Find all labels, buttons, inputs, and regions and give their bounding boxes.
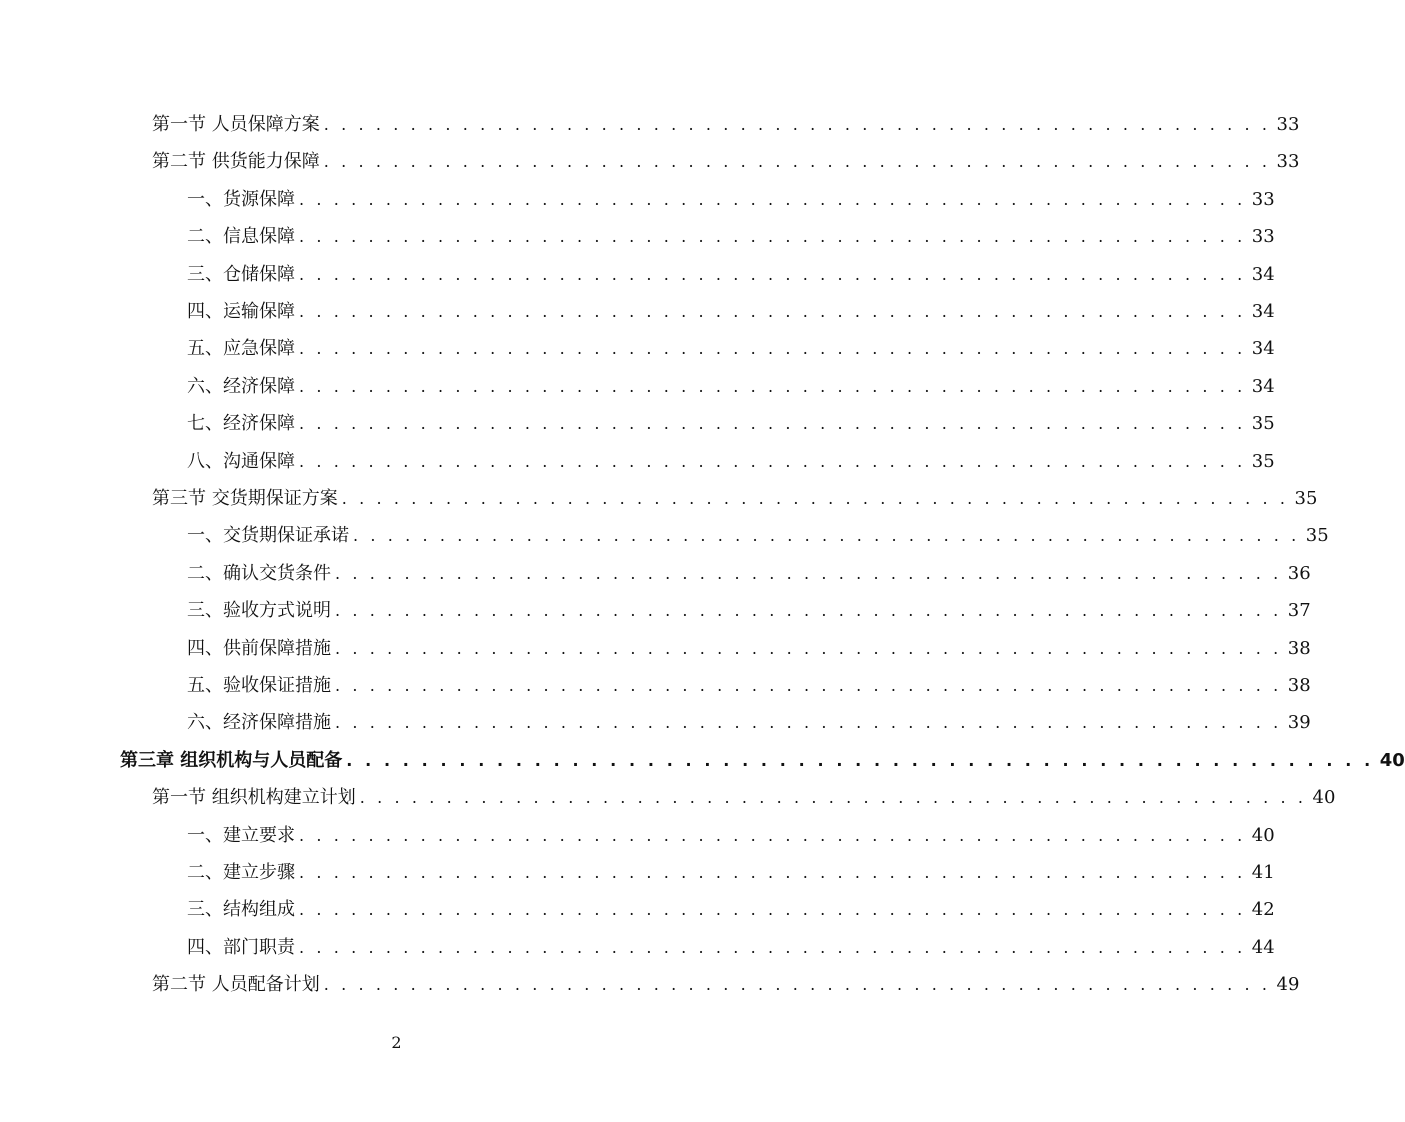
toc-entry-title: 第二节 供货能力保障: [152, 151, 320, 173]
toc-entry: [187, 293, 1275, 323]
toc-entry: [187, 368, 1275, 398]
toc-entry-title: 三、结构组成: [187, 899, 295, 921]
page-number: 2: [391, 1033, 402, 1052]
toc-entry-page: 38: [1287, 675, 1311, 696]
toc-entry-page: 34: [1251, 301, 1275, 322]
toc-entry-page: 40: [1312, 787, 1336, 809]
toc-entry-page: 33: [1276, 114, 1300, 135]
toc-entry: [152, 966, 1300, 996]
toc-entry-page: 34: [1251, 263, 1275, 285]
toc-entry-title: 四、运输保障: [187, 301, 295, 322]
dot-leader: . . . . . . . . . . . . . . . . . . . . . . . . . . . . . . . . . . . . . . . . . . . . . . . . . . . . . . .: [323, 152, 1271, 172]
dot-leader: . . . . . . . . . . . . . . . . . . . . . . . . . . . . . . . . . . . . . . . . . . . . . . . . . . . . . . .: [346, 750, 1374, 770]
dot-leader: . . . . . . . . . . . . . . . . . . . . . . . . . . . . . . . . . . . . . . . . . . . . . . . . . . . . . . .: [341, 489, 1289, 508]
toc-entry: [187, 929, 1275, 959]
toc-entry-title: 六、经济保障: [187, 375, 295, 397]
dot-leader: . . . . . . . . . . . . . . . . . . . . . . . . . . . . . . . . . . . . . . . . . . . . . . . . . . . . . . .: [299, 451, 1246, 471]
toc-entry: [187, 218, 1275, 248]
toc-entry-title: 三、验收方式说明: [187, 600, 331, 622]
toc-entry-title: 七、经济保障: [187, 413, 295, 435]
toc-entry-page: 41: [1251, 862, 1275, 883]
dot-leader: . . . . . . . . . . . . . . . . . . . . . . . . . . . . . . . . . . . . . . . . . . . . . . . . . . . . . . .: [335, 713, 1282, 733]
dot-leader: . . . . . . . . . . . . . . . . . . . . . . . . . . . . . . . . . . . . . . . . . . . . . . . . . . . . . . .: [299, 264, 1246, 284]
dot-leader: . . . . . . . . . . . . . . . . . . . . . . . . . . . . . . . . . . . . . . . . . . . . . . . . . . . . . . .: [353, 526, 1300, 546]
toc-entry-page: 33: [1276, 151, 1300, 173]
toc-entry-title: 二、确认交货条件: [187, 562, 331, 584]
dot-leader: . . . . . . . . . . . . . . . . . . . . . . . . . . . . . . . . . . . . . . . . . . . . . . . . . . . . . . .: [299, 937, 1246, 957]
toc-entry-page: 33: [1251, 188, 1275, 210]
toc-entry-page: 36: [1287, 562, 1311, 584]
dot-leader: . . . . . . . . . . . . . . . . . . . . . . . . . . . . . . . . . . . . . . . . . . . . . . . . . . . . . . .: [299, 189, 1246, 209]
toc-entry: [187, 854, 1275, 884]
toc-entry-title: 第三章 组织机构与人员配备: [120, 749, 343, 771]
toc-entry: [187, 330, 1275, 360]
toc-entry: [187, 555, 1311, 585]
dot-leader: . . . . . . . . . . . . . . . . . . . . . . . . . . . . . . . . . . . . . . . . . . . . . . . . . . . . . . .: [323, 975, 1271, 995]
dot-leader: . . . . . . . . . . . . . . . . . . . . . . . . . . . . . . . . . . . . . . . . . . . . . . . . . . . . . . .: [335, 676, 1282, 695]
toc-entry: [187, 704, 1311, 734]
toc-entry: [187, 592, 1311, 622]
toc-entry-page: 35: [1251, 413, 1275, 435]
dot-leader: . . . . . . . . . . . . . . . . . . . . . . . . . . . . . . . . . . . . . . . . . . . . . . . . . . . . . . .: [299, 900, 1246, 920]
toc-entry: [187, 443, 1275, 473]
dot-leader: . . . . . . . . . . . . . . . . . . . . . . . . . . . . . . . . . . . . . . . . . . . . . . . . . . . . . . .: [335, 601, 1282, 621]
toc-entry-title: 五、验收保证措施: [187, 675, 331, 696]
dot-leader: . . . . . . . . . . . . . . . . . . . . . . . . . . . . . . . . . . . . . . . . . . . . . . . . . . . . . . .: [323, 115, 1271, 134]
toc-entry: [187, 630, 1311, 660]
toc-entry-title: 一、交货期保证承诺: [187, 525, 349, 547]
toc-entry-title: 第三节 交货期保证方案: [152, 488, 338, 509]
dot-leader: . . . . . . . . . . . . . . . . . . . . . . . . . . . . . . . . . . . . . . . . . . . . . . . . . . . . . . .: [335, 563, 1282, 583]
toc-entry-page: 49: [1276, 974, 1300, 996]
toc-entry-title: 四、部门职责: [187, 936, 295, 958]
toc-entry: [187, 667, 1311, 697]
dot-leader: . . . . . . . . . . . . . . . . . . . . . . . . . . . . . . . . . . . . . . . . . . . . . . . . . . . . . . .: [299, 414, 1246, 434]
toc-entry-title: 五、应急保障: [187, 338, 295, 360]
toc-entry: [187, 181, 1275, 211]
toc-entry: [120, 742, 1405, 772]
toc-entry-title: 一、建立要求: [187, 824, 295, 846]
toc-entry-page: 44: [1251, 936, 1275, 958]
toc-entry-page: 37: [1287, 600, 1311, 622]
toc-entry: [187, 256, 1275, 286]
toc-entry-title: 二、信息保障: [187, 226, 295, 248]
toc-entry-page: 42: [1251, 899, 1275, 921]
toc-entry-page: 39: [1287, 712, 1311, 734]
toc-entry: [152, 480, 1318, 510]
toc-entry-title: 第一节 人员保障方案: [152, 114, 320, 135]
dot-leader: . . . . . . . . . . . . . . . . . . . . . . . . . . . . . . . . . . . . . . . . . . . . . . . . . . . . . . .: [299, 339, 1246, 359]
dot-leader: . . . . . . . . . . . . . . . . . . . . . . . . . . . . . . . . . . . . . . . . . . . . . . . . . . . . . . .: [299, 227, 1246, 247]
dot-leader: . . . . . . . . . . . . . . . . . . . . . . . . . . . . . . . . . . . . . . . . . . . . . . . . . . . . . . .: [299, 863, 1246, 882]
toc-entry-page: 40: [1379, 749, 1405, 771]
toc-entry-title: 二、建立步骤: [187, 862, 295, 883]
toc-entry-title: 第二节 人员配备计划: [152, 974, 320, 996]
toc-entry: [187, 405, 1275, 435]
toc-entry-page: 35: [1305, 525, 1329, 547]
toc-entry: [152, 779, 1336, 809]
dot-leader: . . . . . . . . . . . . . . . . . . . . . . . . . . . . . . . . . . . . . . . . . . . . . . . . . . . . . . .: [359, 788, 1307, 808]
toc-entry: [187, 517, 1329, 547]
toc-entry: [152, 143, 1300, 173]
toc-entry-title: 八、沟通保障: [187, 450, 295, 472]
dot-leader: . . . . . . . . . . . . . . . . . . . . . . . . . . . . . . . . . . . . . . . . . . . . . . . . . . . . . . .: [335, 638, 1282, 658]
toc-entry: [187, 817, 1275, 847]
dot-leader: . . . . . . . . . . . . . . . . . . . . . . . . . . . . . . . . . . . . . . . . . . . . . . . . . . . . . . .: [299, 825, 1246, 845]
toc-entry-title: 第一节 组织机构建立计划: [152, 787, 356, 809]
toc-entry-title: 四、供前保障措施: [187, 637, 331, 659]
toc-entry-page: 34: [1251, 375, 1275, 397]
toc-entry-page: 35: [1294, 488, 1318, 509]
toc-entry: [187, 891, 1275, 921]
toc-entry: [152, 106, 1300, 136]
toc-entry-page: 35: [1251, 450, 1275, 472]
toc-entry-title: 六、经济保障措施: [187, 712, 331, 734]
toc-entry-page: 33: [1251, 226, 1275, 248]
toc-entry-title: 三、仓储保障: [187, 263, 295, 285]
dot-leader: . . . . . . . . . . . . . . . . . . . . . . . . . . . . . . . . . . . . . . . . . . . . . . . . . . . . . . .: [299, 376, 1246, 396]
dot-leader: . . . . . . . . . . . . . . . . . . . . . . . . . . . . . . . . . . . . . . . . . . . . . . . . . . . . . . .: [299, 302, 1246, 321]
toc-entry-page: 40: [1251, 824, 1275, 846]
toc-entry-page: 34: [1251, 338, 1275, 360]
toc-entry-title: 一、货源保障: [187, 188, 295, 210]
toc-entry-page: 38: [1287, 637, 1311, 659]
